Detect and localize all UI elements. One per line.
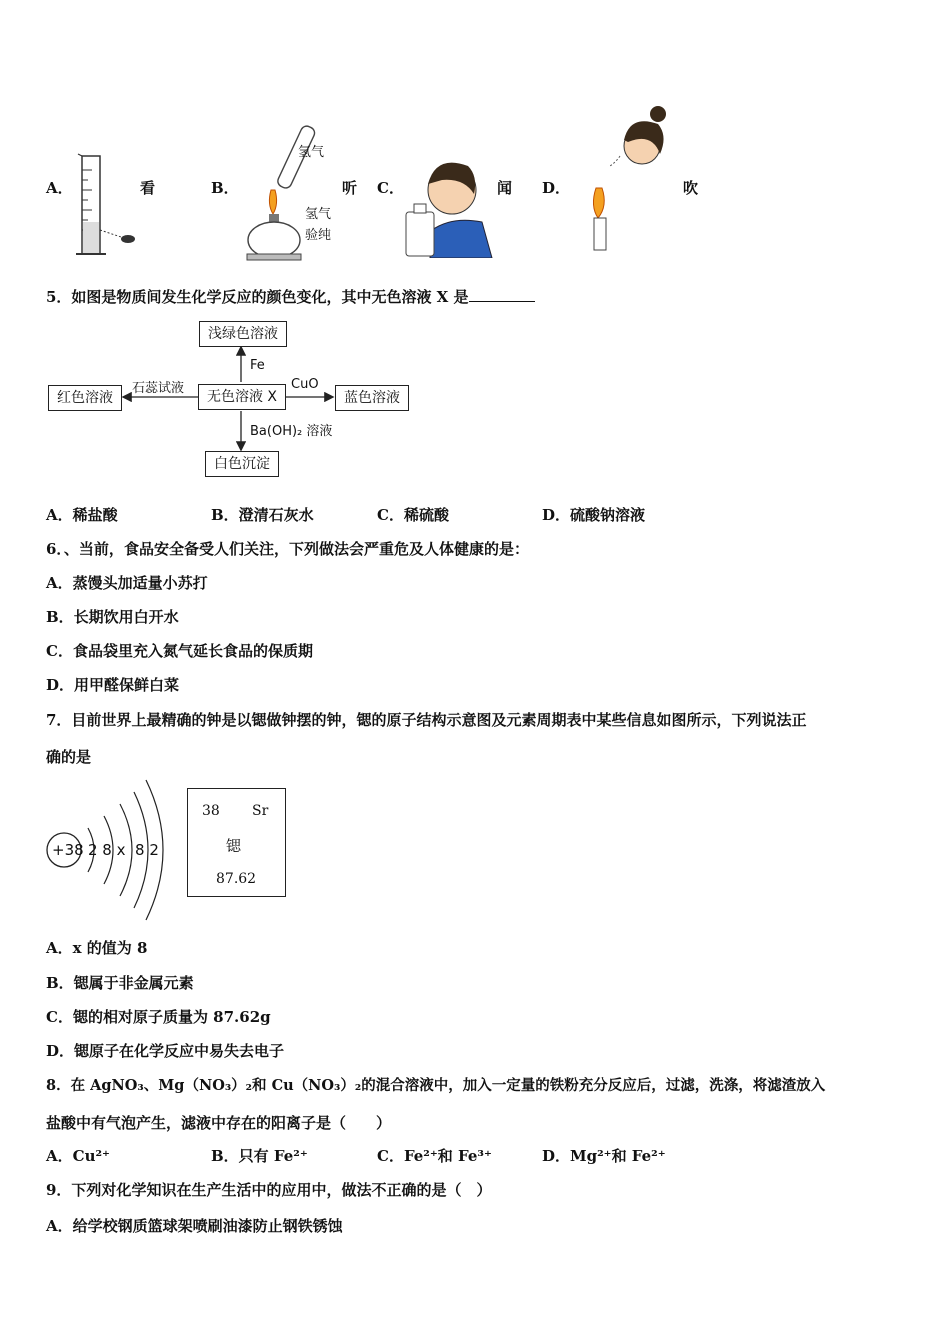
q9-stem: 9．下列对化学知识在生产生活中的应用中，做法不正确的是（ ） — [46, 1181, 492, 1199]
q5-option-d: D．硫酸钠溶液 — [542, 506, 646, 524]
arrow-label-litmus: 石蕊试液 — [132, 381, 185, 396]
q7-option-c: C．锶的相对原子质量为 87.62g — [46, 1008, 271, 1026]
element-atomic-mass: 87.62 — [216, 871, 257, 887]
box-bottom: 白色沉淀 — [205, 451, 279, 477]
q7-option-d: D．锶原子在化学反应中易失去电子 — [46, 1042, 285, 1060]
element-symbol: Sr — [252, 803, 269, 819]
q8-option-a: A．Cu²⁺ — [46, 1147, 110, 1165]
arrow-label-baoh2: Ba(OH)₂ 溶液 — [250, 424, 333, 439]
q4-option-d-word: 吹 — [683, 179, 699, 197]
q4-option-c-letter: C． — [377, 179, 404, 197]
element-atomic-number: 38 — [202, 803, 220, 819]
girl-blowing-candle-figure — [578, 102, 678, 252]
q4-fig-b-bottom-label-1: 氢气 — [305, 207, 332, 222]
q7-option-a: A．x 的值为 8 — [46, 939, 148, 957]
periodic-table-cell — [187, 788, 286, 897]
q5-option-b: B．澄清石灰水 — [211, 506, 314, 524]
q6-option-b: B．长期饮用白开水 — [46, 608, 179, 626]
q4-fig-b-top-label: 氢气 — [298, 145, 325, 160]
box-center: 无色溶液 X — [198, 384, 286, 410]
q8-stem-line-2: 盐酸中有气泡产生，滤液中存在的阳离子是（ ） — [46, 1114, 392, 1132]
q4-option-b-word: 听 — [342, 179, 358, 197]
element-name: 锶 — [226, 837, 242, 855]
q4-option-c-word: 闻 — [497, 179, 513, 197]
graduated-cylinder-eye-figure — [70, 150, 142, 260]
box-top: 浅绿色溶液 — [199, 321, 287, 347]
atom-nucleus-charge: +38 — [52, 841, 84, 859]
q5-option-a: A．稀盐酸 — [46, 506, 118, 524]
q4-option-b-letter: B． — [211, 179, 239, 197]
q6-option-d: D．用甲醛保鲜白菜 — [46, 676, 180, 694]
q8-stem-line-1: 8．在 AgNO₃、Mg（NO₃）₂和 Cu（NO₃）₂的混合溶液中，加入一定量的铁粉充分反应后，过滤，洗涤，将滤渣放入 — [46, 1077, 826, 1094]
q7-stem-line-1: 7．目前世界上最精确的钟是以锶做钟摆的钟，锶的原子结构示意图及元素周期表中某些信息如图所示，下列说法正 — [46, 711, 807, 729]
q9-option-a: A．给学校钢质篮球架喷刷油漆防止钢铁锈蚀 — [46, 1217, 343, 1235]
box-left: 红色溶液 — [48, 385, 122, 411]
q7-option-b: B．锶属于非金属元素 — [46, 974, 194, 992]
atom-shell-electrons: 2 8 x 8 2 — [88, 841, 159, 859]
q6-option-c: C．食品袋里充入氮气延长食品的保质期 — [46, 642, 313, 660]
boy-smelling-bottle-figure — [402, 150, 494, 258]
arrow-label-fe: Fe — [250, 358, 265, 373]
q8-option-d: D．Mg²⁺和 Fe²⁺ — [542, 1147, 666, 1165]
q8-option-b: B．只有 Fe²⁺ — [211, 1147, 308, 1165]
q4-fig-b-bottom-label-2: 验纯 — [305, 228, 332, 243]
q5-option-c: C．稀硫酸 — [377, 506, 449, 524]
q8-option-c: C．Fe²⁺和 Fe³⁺ — [377, 1147, 492, 1165]
q4-option-a-word: 看 — [140, 179, 156, 197]
box-right: 蓝色溶液 — [335, 385, 409, 411]
arrow-label-cuo: CuO — [291, 377, 319, 392]
q6-stem: 6．、当前，食品安全备受人们关注，下列做法会严重危及人体健康的是： — [46, 540, 529, 558]
q5-stem-text: 5．如图是物质间发生化学反应的颜色变化，其中无色溶液 X 是 — [46, 288, 469, 306]
q5-stem — [46, 286, 535, 307]
answer-blank — [469, 289, 535, 302]
q4-option-a-letter: A． — [46, 179, 73, 197]
q6-option-a: A．蒸馒头加适量小苏打 — [46, 574, 208, 592]
q7-stem-line-2: 确的是 — [46, 748, 92, 766]
q4-option-d-letter: D． — [542, 179, 571, 197]
